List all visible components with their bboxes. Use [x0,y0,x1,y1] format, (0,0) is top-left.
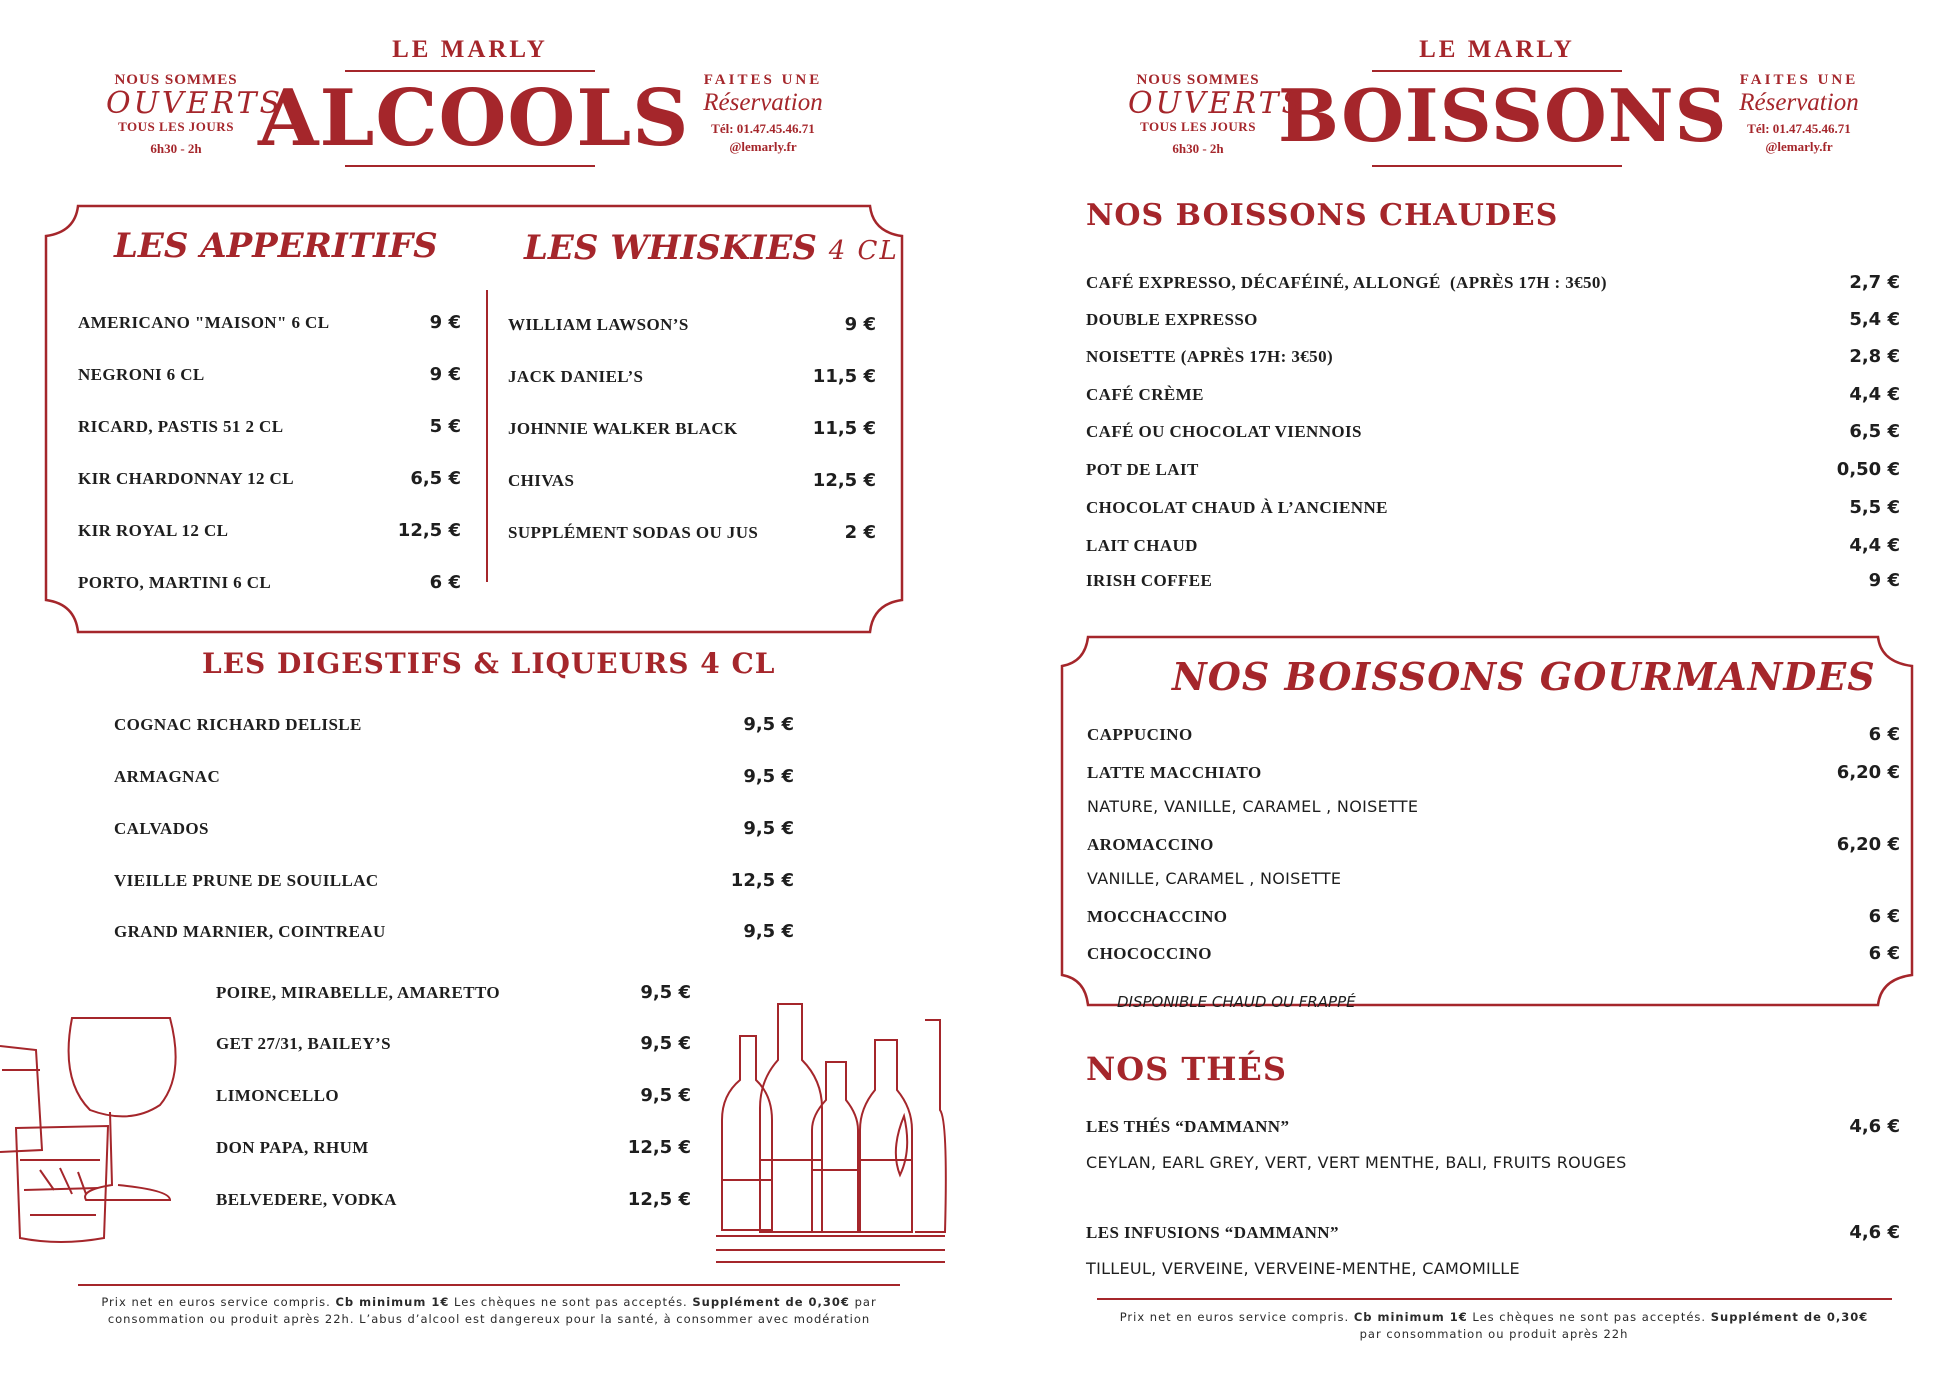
menu-row [114,714,794,735]
footer-text: Les chèques ne sont pas acceptés. [1467,1310,1711,1324]
item-price: 12,5 € [627,1137,691,1158]
menu-row [508,470,876,491]
item-price: 9 € [844,314,876,335]
menu-row [78,364,461,385]
item-description: CEYLAN, EARL GREY, VERT, VERT MENTHE, BALI, FRUITS ROUGES [1086,1153,1627,1172]
item-description: TILLEUL, VERVEINE, VERVEINE-MENTHE, CAMOMILLE [1086,1259,1520,1278]
menu-row [114,818,794,839]
menu-row [508,366,876,387]
menu-row [1087,906,1900,927]
item-name: COGNAC RICHARD DELISLE [114,715,362,734]
availability-note: DISPONIBLE CHAUD OU FRAPPÉ [1117,993,1356,1011]
item-price: 6 € [1868,724,1900,745]
item-extra: (APRÈS 17H: 3€50) [1180,347,1334,366]
item-name: ARMAGNAC [114,767,221,786]
item-name: KIR ROYAL 12 CL [78,521,229,540]
menu-row [508,522,876,543]
menu-row [216,1137,691,1158]
item-price: 12,5 € [730,870,794,891]
item-name: JOHNNIE WALKER BLACK [508,419,738,438]
item-price: 9,5 € [743,818,794,839]
footer-text-bold: Supplément de 0,30€ [1710,1310,1869,1324]
menu-row [114,766,794,787]
opening-line1: NOUS SOMMES [114,72,238,88]
menu-row [78,312,461,333]
digestifs-title: LES DIGESTIFS & LIQUEURS 4 CL [202,647,776,680]
item-price: 5,4 € [1849,309,1900,330]
menu-row [78,572,461,593]
item-name: RICARD, PASTIS 51 2 CL [78,417,284,436]
menu-row [1087,943,1900,964]
opening-line3: TOUS LES JOURS [118,119,234,134]
menu-row [1086,384,1900,405]
menu-row [216,1085,691,1106]
reservation-phone: Tél: 01.47.45.46.71 [1747,120,1851,136]
item-name: DON PAPA, RHUM [216,1138,369,1157]
item-name: CHOCOCCINO [1087,944,1212,963]
item-name: MOCCHACCINO [1087,907,1228,926]
item-name: NOISETTE [1086,347,1177,366]
item-name: LES THÉS “DAMMANN” [1086,1117,1290,1136]
item-description: NATURE, VANILLE, CARAMEL , NOISETTE [1087,797,1419,816]
item-name: CAFÉ OU CHOCOLAT VIENNOIS [1086,422,1362,441]
menu-row [1086,459,1900,480]
item-name: CHIVAS [508,471,575,490]
reservation-site: @lemarly.fr [729,138,797,154]
opening-hours-value: 6h30 - 2h [150,141,202,156]
whiskies-subtitle: 4 CL [828,236,899,266]
menu-row [78,520,461,541]
menu-row [1086,421,1900,442]
reservation-block [1724,72,1874,155]
menu-row [78,416,461,437]
whiskies-title-text: LES WHISKIES [524,228,817,268]
divider [345,70,595,72]
item-name: VIEILLE PRUNE DE SOUILLAC [114,871,379,890]
menu-row [508,418,876,439]
footer-text: Les chèques ne sont pas acceptés. [449,1295,693,1309]
item-name: LAIT CHAUD [1086,536,1198,555]
item-price: 6 € [1868,943,1900,964]
menu-row [1087,834,1900,855]
menu-row [1086,309,1900,330]
menu-row [216,982,691,1003]
aperitifs-title: LES APPERITIFS [114,226,438,266]
gourmandes-title: NOS BOISSONS GOURMANDES [1172,654,1876,699]
reservation-line2: Réservation [1739,89,1859,116]
item-name: DOUBLE EXPRESSO [1086,310,1258,329]
item-name: AMERICANO "MAISON" 6 CL [78,313,330,332]
glasses-illustration [0,1018,176,1242]
menu-row [1087,724,1900,745]
item-name: JACK DANIEL’S [508,367,644,386]
item-price: 2,8 € [1849,346,1900,367]
page-title: ALCOOLS [258,73,690,164]
reservation-phone: Tél: 01.47.45.46.71 [711,120,815,136]
item-price: 6 € [429,572,461,593]
opening-hours [106,72,284,157]
item-name: AROMACCINO [1087,835,1214,854]
item-price: 5 € [429,416,461,437]
item-name: SUPPLÉMENT SODAS OU JUS [508,523,759,542]
item-price: 11,5 € [812,418,876,439]
menu-row [1086,497,1900,518]
item-name: BELVEDERE, VODKA [216,1190,397,1209]
reservation-site: @lemarly.fr [1765,138,1833,154]
item-price: 11,5 € [812,366,876,387]
footer-text: consommation ou produit après 22h. L’abus d’alcool est dangereux pour la santé, à consommer avec modération [107,1312,871,1326]
divider [1372,70,1622,72]
item-price: 9,5 € [743,921,794,942]
opening-line2: OUVERTS [1128,86,1306,121]
chaudes-title: NOS BOISSONS CHAUDES [1086,198,1559,233]
menu-row [114,870,794,891]
menu-row [1086,272,1900,293]
item-price: 9 € [429,364,461,385]
item-price: 6 € [1868,906,1900,927]
opening-hours-value: 6h30 - 2h [1172,141,1224,156]
menu-row [216,1189,691,1210]
footer-text: par [849,1295,877,1309]
item-name: PORTO, MARTINI 6 CL [78,573,272,592]
item-name: KIR CHARDONNAY 12 CL [78,469,294,488]
thes-title: NOS THÉS [1086,1050,1287,1088]
item-price: 2 € [844,522,876,543]
footer-text-bold: Supplément de 0,30€ [692,1295,850,1309]
opening-line3: TOUS LES JOURS [1140,119,1256,134]
footer-text: Prix net en euros service compris. [101,1295,336,1309]
item-price: 4,4 € [1849,535,1900,556]
item-name: GRAND MARNIER, COINTREAU [114,922,386,941]
divider [1372,165,1622,167]
opening-hours [1128,72,1306,157]
left-footer [60,1294,918,1328]
item-name: CAFÉ EXPRESSO, DÉCAFÉINÉ, ALLONGÉ [1086,273,1441,292]
reservation-block [688,72,838,155]
footer-text-bold: Cb minimum 1€ [1353,1310,1468,1324]
item-name: NEGRONI 6 CL [78,365,205,384]
menu-row [1086,570,1900,591]
menu-row [1086,1222,1900,1243]
menu-row [216,1033,691,1054]
menu-row [1086,535,1900,556]
footer-text-bold: Cb minimum 1€ [335,1295,450,1309]
item-name: LATTE MACCHIATO [1087,763,1262,782]
menu-row [1087,762,1900,783]
item-name: LIMONCELLO [216,1086,340,1105]
item-name: POT DE LAIT [1086,460,1199,479]
item-price: 6,5 € [410,468,461,489]
item-name: CHOCOLAT CHAUD À L’ANCIENNE [1086,498,1388,517]
item-price: 9,5 € [640,982,691,1003]
item-price: 9,5 € [743,766,794,787]
menu-row [78,468,461,489]
footer-text: Prix net en euros service compris. [1119,1310,1354,1324]
page-title: BOISSONS [1278,73,1728,158]
footer-text: par consommation ou produit après 22h [1359,1327,1629,1341]
item-price: 12,5 € [627,1189,691,1210]
menu-row [114,921,794,942]
item-price: 2,7 € [1849,272,1900,293]
menu-row [1086,1116,1900,1137]
item-name: WILLIAM LAWSON’S [508,315,689,334]
brand-name: LE MARLY [1419,36,1575,63]
item-price: 9,5 € [640,1085,691,1106]
item-name: IRISH COFFEE [1086,571,1213,590]
item-price: 9,5 € [743,714,794,735]
item-name: POIRE, MIRABELLE, AMARETTO [216,983,501,1002]
item-price: 6,20 € [1836,762,1900,783]
item-price: 9,5 € [640,1033,691,1054]
reservation-line1: FAITES UNE [1739,72,1859,88]
reservation-line1: FAITES UNE [703,72,823,88]
item-price: 12,5 € [812,470,876,491]
item-price: 4,6 € [1849,1116,1900,1137]
bottles-illustration [716,1004,946,1262]
brand-name: LE MARLY [392,36,548,63]
item-price: 0,50 € [1836,459,1900,480]
item-name: CAPPUCINO [1087,725,1193,744]
item-price: 9 € [1868,570,1900,591]
opening-line1: NOUS SOMMES [1136,72,1260,88]
item-price: 4,6 € [1849,1222,1900,1243]
reservation-line2: Réservation [703,89,823,116]
opening-line2: OUVERTS [106,86,284,121]
menu-row [508,314,876,335]
menu-row [1086,346,1900,367]
item-price: 6,5 € [1849,421,1900,442]
item-price: 5,5 € [1849,497,1900,518]
divider [345,165,595,167]
item-name: GET 27/31, BAILEY’S [216,1034,391,1053]
item-name: CALVADOS [114,819,209,838]
right-footer [1080,1309,1908,1343]
item-name: LES INFUSIONS “DAMMANN” [1086,1223,1339,1242]
item-price: 9 € [429,312,461,333]
item-price: 12,5 € [397,520,461,541]
whiskies-title [524,228,899,268]
item-extra: (APRÈS 17H : 3€50) [1450,273,1607,292]
item-price: 4,4 € [1849,384,1900,405]
item-name: CAFÉ CRÈME [1086,385,1204,404]
item-description: VANILLE, CARAMEL , NOISETTE [1087,869,1342,888]
item-price: 6,20 € [1836,834,1900,855]
